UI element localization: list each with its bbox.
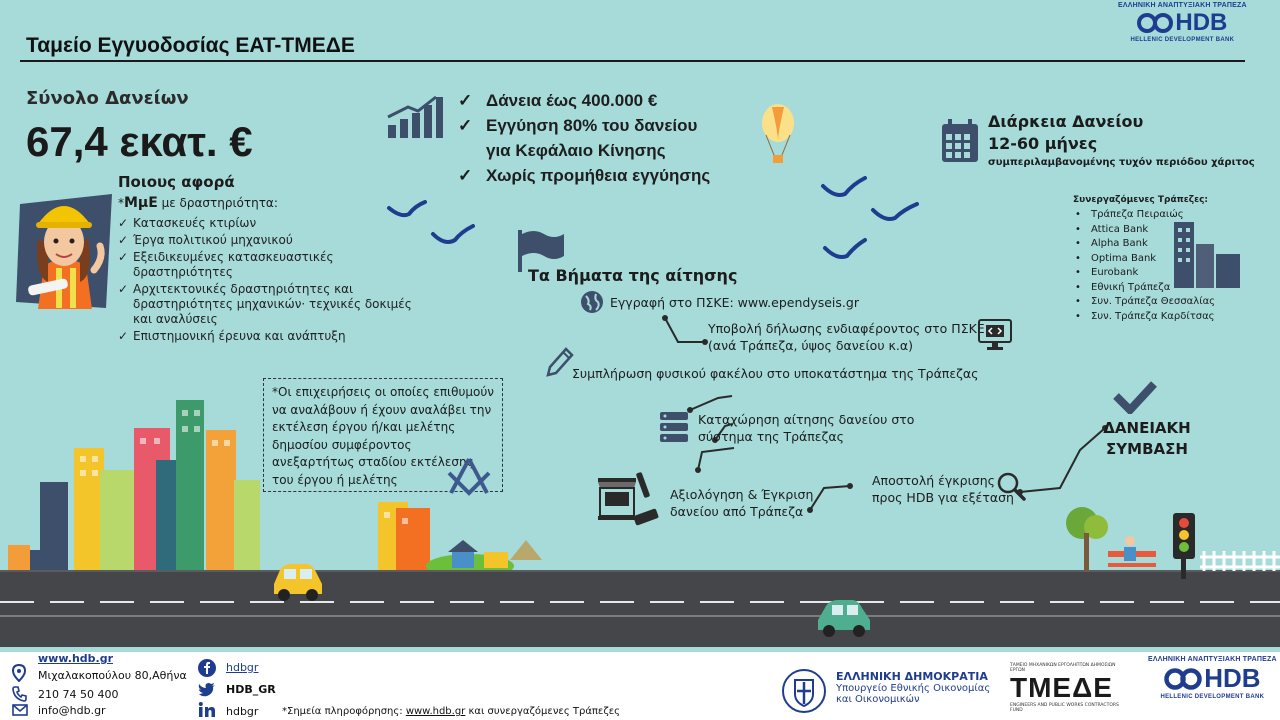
list-item: ✓ Κατασκευές κτιρίων: [118, 216, 418, 231]
facebook-icon[interactable]: [198, 659, 216, 677]
facebook-link[interactable]: hdbgr: [226, 661, 259, 674]
loan-contract-line: ΔΑΝΕΙΑΚΗ: [1103, 419, 1191, 437]
ministry-line: και Οικονομικών: [836, 694, 920, 705]
step-text: (ανά Τράπεζα, ύψος δανείου κ.α): [708, 338, 913, 353]
tmede-top-text: ΤΑΜΕΙΟ ΜΗΧΑΝΙΚΩΝ ΕΡΓΟΛΗΠΤΩΝ ΔΗΜΟΣΙΩΝ ΕΡΓΩΝ: [1010, 663, 1116, 673]
tmede-logo: [1010, 663, 1130, 713]
list-item: ✓ Εξειδικευμένες κατασκευαστικές δραστηριότητες: [118, 250, 418, 280]
linkedin-icon[interactable]: [198, 702, 216, 718]
ministry-line: ΕΛΛΗΝΙΚΗ ΔΗΜΟΚΡΑΤΙΑ: [836, 670, 988, 683]
note-text: και συνεργαζόμενες Τράπεζες: [465, 706, 621, 717]
benefit-item: [456, 113, 710, 138]
big-checkmark-icon: [1112, 380, 1158, 414]
list-item: • Eurobank: [1073, 266, 1215, 281]
benefit-text: Χωρίς προμήθεια εγγύησης: [486, 166, 711, 185]
location-pin-icon: [12, 664, 26, 682]
list-item: ✓ Έργα πολιτικού μηχανικού: [118, 233, 418, 248]
tmede-name: ΤΜΕΔΕ: [1010, 672, 1113, 703]
list-item: • Optima Bank: [1073, 252, 1215, 267]
step-physical-file: Συμπλήρωση φυσικού φακέλου στο υποκατάστημα της Τράπεζας: [572, 366, 979, 381]
list-item: • Συν. Τράπεζα Θεσσαλίας: [1073, 295, 1215, 310]
hdb-logo-top-text: ΕΛΛΗΝΙΚΗ ΑΝΑΠΤΥΞΙΑΚΗ ΤΡΑΠΕΖΑ: [1118, 2, 1247, 9]
computer-code-icon: [978, 319, 1012, 351]
hdb-logo-mark: HDB: [1175, 9, 1228, 36]
calendar-icon: [940, 118, 980, 164]
sme-prefix: *: [118, 196, 124, 210]
step-application-entry: [698, 411, 914, 445]
duration-value: 12-60 μήνες: [988, 134, 1098, 153]
benefit-text: Δάνεια έως 400.000 €: [486, 91, 658, 110]
step-text: Αποστολή έγκρισης: [872, 473, 995, 488]
check-icon: ✓: [458, 116, 473, 135]
audience-heading: Ποιους αφορά: [118, 173, 235, 191]
eligibility-footnote: *Οι επιχειρήσεις οι οποίες επιθυμούν να αναλάβουν ή έχουν αναλάβει την εκτέλεση έργου ή/και μελέτης δημοσίου συμφέροντος ανεξαρτήτως σταδίου εκτέλεσης του έργου ή μελέτης: [263, 378, 503, 492]
green-car-illustration: [814, 598, 874, 640]
info-points-note: [282, 706, 620, 717]
total-loans-value: 67,4 εκατ. €: [26, 118, 253, 165]
globe-icon: [580, 290, 604, 314]
footer-hdb-logo: [1148, 656, 1277, 700]
yellow-car-illustration: [270, 560, 326, 602]
list-item: ✓ Αρχιτεκτονικές δραστηριότητες και δραστηριότητες μηχανικών· τεχνικές δοκιμές και αναλύσεις: [118, 282, 418, 327]
email-link[interactable]: info@hdb.gr: [38, 704, 106, 717]
website-link[interactable]: www.hdb.gr: [38, 652, 114, 665]
list-item: ✓ Επιστημονική έρευνα και ανάπτυξη: [118, 329, 418, 344]
step-text: Αξιολόγηση & Έγκριση: [670, 487, 814, 502]
bank-buildings-icon: [1170, 218, 1242, 288]
lane-edge: [0, 615, 1280, 617]
page-title: Ταμείο Εγγυοδοσίας ΕΑΤ-ΤΜΕΔΕ: [26, 34, 355, 57]
note-website-link[interactable]: www.hdb.gr: [405, 706, 466, 717]
road: [0, 572, 1280, 647]
step-register: Εγγραφή στο ΠΣΚΕ: www.ependyseis.gr: [610, 295, 859, 310]
list-item: • Εθνική Τράπεζα: [1073, 281, 1215, 296]
step-text: δανείου από Τράπεζα: [670, 504, 804, 519]
activity-list: [118, 216, 418, 346]
address-text: Μιχαλακοπούλου 80,Αθήνα: [38, 669, 187, 682]
growth-chart-icon: [386, 93, 444, 140]
phone-icon: [12, 686, 28, 702]
duration-note: συμπεριλαμβανομένης τυχόν περιόδου χάριτος: [988, 157, 1255, 168]
hdb-logo-bottom-text: HELLENIC DEVELOPMENT BANK: [1130, 37, 1235, 43]
twitter-handle[interactable]: HDB_GR: [226, 683, 276, 696]
bank-branch-stamp-icon: [596, 470, 662, 530]
benefit-text: για Κεφάλαιο Κίνησης: [486, 141, 666, 160]
phone-text: 210 74 50 400: [38, 688, 119, 701]
hdb-logo-bottom-text: HELLENIC DEVELOPMENT BANK: [1160, 694, 1265, 700]
birds-decoration: [385, 160, 930, 270]
magnifier-icon: [996, 471, 1026, 501]
steps-title: Τα Βήματα της αίτησης: [528, 266, 738, 285]
lane-marking: [0, 601, 1280, 603]
pencil-icon: [546, 347, 574, 377]
list-item: • Alpha Bank: [1073, 237, 1215, 252]
sme-bold: ΜμΕ: [124, 195, 158, 211]
sme-description: [118, 195, 278, 211]
sme-suffix: με δραστηριότητα:: [157, 196, 278, 210]
park-scenery-illustration: [1060, 505, 1280, 580]
email-icon: [12, 704, 28, 716]
loan-contract-label: [1092, 418, 1202, 460]
loan-contract-line: ΣΥΜΒΑΣΗ: [1106, 440, 1188, 458]
check-icon: ✓: [458, 91, 473, 110]
list-item: • Τράπεζα Πειραιώς: [1073, 208, 1215, 223]
linkedin-handle[interactable]: hdbgr: [226, 705, 259, 718]
hdb-logo: [1118, 2, 1247, 43]
greek-state-emblem-icon: [781, 668, 827, 714]
partner-banks-title: Συνεργαζόμενες Τράπεζες:: [1073, 195, 1209, 205]
ministry-line: Υπουργείο Εθνικής Οικονομίας: [836, 683, 991, 694]
ministry-text: [836, 671, 990, 705]
hdb-logo-mark: HDB: [1204, 663, 1261, 693]
title-divider: [20, 60, 1245, 62]
hdb-logo-top-text: ΕΛΛΗΝΙΚΗ ΑΝΑΠΤΥΞΙΑΚΗ ΤΡΑΠΕΖΑ: [1148, 656, 1277, 663]
benefit-text: Εγγύηση 80% του δανείου: [486, 116, 698, 135]
check-icon: ✓: [458, 166, 473, 185]
tmede-bottom-text: ENGINEERS AND PUBLIC WORKS CONTRACTORS FUND: [1010, 703, 1119, 713]
server-database-icon: [659, 410, 689, 444]
step-text: Υποβολή δήλωσης ενδιαφέροντος στο ΠΣΚΕ: [708, 321, 985, 336]
hdb-infinity-icon: [1137, 12, 1173, 34]
step-evaluation-approval: [670, 486, 813, 520]
note-text: *Σημεία πληροφόρησης:: [282, 706, 406, 717]
city-skyline-illustration: [0, 390, 560, 575]
step-text: Καταχώρηση αίτησης δανείου στο: [698, 412, 915, 427]
construction-worker-illustration: [8, 186, 120, 311]
list-item: • Attica Bank: [1073, 223, 1215, 238]
step-interest-declaration: [708, 320, 985, 354]
step-send-to-hdb: [872, 472, 1014, 506]
step-text: σύστημα της Τράπεζας: [698, 429, 844, 444]
list-item: • Συν. Τράπεζα Καρδίτσας: [1073, 310, 1215, 325]
step-text: προς HDB για εξέταση: [872, 490, 1014, 505]
total-loans-label: Σύνολο Δανείων: [26, 88, 189, 109]
hdb-infinity-icon: [1164, 667, 1202, 691]
twitter-icon[interactable]: [198, 682, 216, 698]
duration-title: Διάρκεια Δανείου: [988, 112, 1144, 131]
benefit-item: [456, 88, 710, 113]
